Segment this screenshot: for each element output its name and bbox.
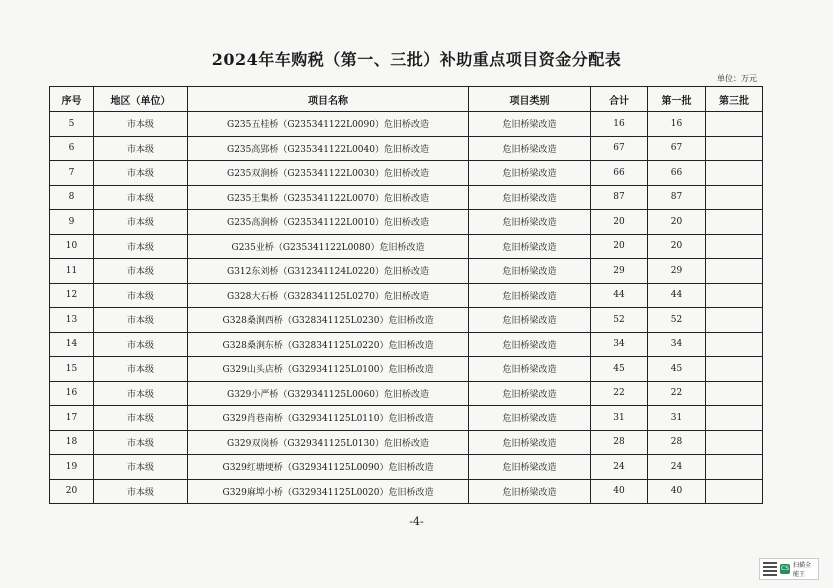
region-cell: 市本级	[94, 210, 188, 235]
batch-three-cell	[706, 381, 763, 406]
region-cell: 市本级	[94, 332, 188, 357]
total-cell: 34	[591, 332, 648, 357]
project-name-cell: G235高涧桥（G235341122L0010）危旧桥改造	[188, 210, 469, 235]
table-header-row	[50, 87, 763, 112]
region-cell: 市本级	[94, 283, 188, 308]
row-number-cell: 11	[50, 259, 94, 284]
row-number-cell: 9	[50, 210, 94, 235]
row-number-cell: 7	[50, 161, 94, 186]
batch-three-cell	[706, 283, 763, 308]
column-header: 项目名称	[188, 87, 469, 112]
batch-three-cell	[706, 234, 763, 259]
project-category-cell: 危旧桥梁改造	[469, 283, 591, 308]
project-name-cell: G235五桂桥（G235341122L0090）危旧桥改造	[188, 112, 469, 137]
batch-three-cell	[706, 479, 763, 504]
project-category-cell: 危旧桥梁改造	[469, 430, 591, 455]
project-category-cell: 危旧桥梁改造	[469, 161, 591, 186]
total-cell: 16	[591, 112, 648, 137]
batch-three-cell	[706, 112, 763, 137]
region-cell: 市本级	[94, 381, 188, 406]
batch-one-cell: 20	[648, 210, 706, 235]
column-header: 地区（单位）	[94, 87, 188, 112]
camscanner-logo-icon: CS	[781, 565, 789, 572]
table-row	[50, 210, 763, 235]
row-number-cell: 19	[50, 455, 94, 480]
total-cell: 66	[591, 161, 648, 186]
project-category-cell: 危旧桥梁改造	[469, 210, 591, 235]
batch-one-cell: 45	[648, 357, 706, 382]
row-number-cell: 14	[50, 332, 94, 357]
project-category-cell: 危旧桥梁改造	[469, 479, 591, 504]
project-name-cell: G329麻埠小桥（G329341125L0020）危旧桥改造	[188, 479, 469, 504]
batch-three-cell	[706, 136, 763, 161]
batch-one-cell: 29	[648, 259, 706, 284]
batch-one-cell: 52	[648, 308, 706, 333]
project-name-cell: G329肖巷南桥（G329341125L0110）危旧桥改造	[188, 406, 469, 431]
total-cell: 52	[591, 308, 648, 333]
batch-three-cell	[706, 406, 763, 431]
batch-one-cell: 20	[648, 234, 706, 259]
project-category-cell: 危旧桥梁改造	[469, 259, 591, 284]
batch-three-cell	[706, 259, 763, 284]
batch-one-cell: 31	[648, 406, 706, 431]
table-row	[50, 479, 763, 504]
total-cell: 22	[591, 381, 648, 406]
region-cell: 市本级	[94, 161, 188, 186]
project-name-cell: G328桑涧东桥（G328341125L0220）危旧桥改造	[188, 332, 469, 357]
project-category-cell: 危旧桥梁改造	[469, 381, 591, 406]
batch-three-cell	[706, 455, 763, 480]
project-name-cell: G328大石桥（G328341125L0270）危旧桥改造	[188, 283, 469, 308]
table-row	[50, 308, 763, 333]
region-cell: 市本级	[94, 357, 188, 382]
column-header: 序号	[50, 87, 94, 112]
region-cell: 市本级	[94, 259, 188, 284]
batch-three-cell	[706, 430, 763, 455]
batch-one-cell: 24	[648, 455, 706, 480]
table-row	[50, 406, 763, 431]
row-number-cell: 10	[50, 234, 94, 259]
project-name-cell: G312东刘桥（G312341124L0220）危旧桥改造	[188, 259, 469, 284]
project-name-cell: G329小严桥（G329341125L0060）危旧桥改造	[188, 381, 469, 406]
project-name-cell: G329红塘埂桥（G329341125L0090）危旧桥改造	[188, 455, 469, 480]
batch-three-cell	[706, 210, 763, 235]
row-number-cell: 17	[50, 406, 94, 431]
total-cell: 44	[591, 283, 648, 308]
batch-one-cell: 16	[648, 112, 706, 137]
region-cell: 市本级	[94, 308, 188, 333]
project-category-cell: 危旧桥梁改造	[469, 136, 591, 161]
batch-three-cell	[706, 308, 763, 333]
project-name-cell: G235高郢桥（G235341122L0040）危旧桥改造	[188, 136, 469, 161]
project-name-cell: G329山头店桥（G329341125L0100）危旧桥改造	[188, 357, 469, 382]
table-body	[50, 112, 763, 504]
batch-one-cell: 34	[648, 332, 706, 357]
project-name-cell: G235业桥（G235341122L0080）危旧桥改造	[188, 234, 469, 259]
region-cell: 市本级	[94, 455, 188, 480]
batch-one-cell: 22	[648, 381, 706, 406]
project-name-cell: G329双岗桥（G329341125L0130）危旧桥改造	[188, 430, 469, 455]
total-cell: 87	[591, 185, 648, 210]
table-row	[50, 234, 763, 259]
region-cell: 市本级	[94, 430, 188, 455]
row-number-cell: 18	[50, 430, 94, 455]
row-number-cell: 12	[50, 283, 94, 308]
region-cell: 市本级	[94, 406, 188, 431]
region-cell: 市本级	[94, 112, 188, 137]
total-cell: 40	[591, 479, 648, 504]
project-name-cell: G328桑涧西桥（G328341125L0230）危旧桥改造	[188, 308, 469, 333]
project-category-cell: 危旧桥梁改造	[469, 234, 591, 259]
row-number-cell: 5	[50, 112, 94, 137]
batch-one-cell: 87	[648, 185, 706, 210]
table-row	[50, 455, 763, 480]
document-title: 2024年车购税（第一、三批）补助重点项目资金分配表	[211, 50, 622, 69]
row-number-cell: 8	[50, 185, 94, 210]
page-number: -4-	[409, 515, 424, 528]
row-number-cell: 13	[50, 308, 94, 333]
batch-one-cell: 28	[648, 430, 706, 455]
project-name-cell: G235王集桥（G235341122L0070）危旧桥改造	[188, 185, 469, 210]
table-row	[50, 112, 763, 137]
total-cell: 28	[591, 430, 648, 455]
scanner-watermark	[759, 558, 819, 580]
region-cell: 市本级	[94, 234, 188, 259]
project-name-cell: G235双涧桥（G235341122L0030）危旧桥改造	[188, 161, 469, 186]
batch-three-cell	[706, 161, 763, 186]
batch-one-cell: 44	[648, 283, 706, 308]
batch-one-cell: 66	[648, 161, 706, 186]
project-category-cell: 危旧桥梁改造	[469, 406, 591, 431]
project-category-cell: 危旧桥梁改造	[469, 185, 591, 210]
total-cell: 29	[591, 259, 648, 284]
table-row	[50, 185, 763, 210]
batch-three-cell	[706, 332, 763, 357]
total-cell: 45	[591, 357, 648, 382]
batch-three-cell	[706, 357, 763, 382]
batch-one-cell: 67	[648, 136, 706, 161]
batch-one-cell: 40	[648, 479, 706, 504]
total-cell: 20	[591, 234, 648, 259]
project-category-cell: 危旧桥梁改造	[469, 308, 591, 333]
column-header: 第三批	[706, 87, 763, 112]
region-cell: 市本级	[94, 136, 188, 161]
total-cell: 67	[591, 136, 648, 161]
row-number-cell: 20	[50, 479, 94, 504]
table-row	[50, 136, 763, 161]
table-row	[50, 283, 763, 308]
project-category-cell: 危旧桥梁改造	[469, 357, 591, 382]
table-row	[50, 357, 763, 382]
column-header: 第一批	[648, 87, 706, 112]
table-row	[50, 259, 763, 284]
table-row	[50, 332, 763, 357]
row-number-cell: 6	[50, 136, 94, 161]
total-cell: 31	[591, 406, 648, 431]
qr-code-icon	[763, 562, 777, 576]
project-category-cell: 危旧桥梁改造	[469, 112, 591, 137]
table-row	[50, 430, 763, 455]
region-cell: 市本级	[94, 479, 188, 504]
row-number-cell: 15	[50, 357, 94, 382]
scanner-label: 扫描全能王	[793, 562, 812, 578]
column-header: 项目类别	[469, 87, 591, 112]
unit-label: 单位：万元	[717, 74, 757, 83]
total-cell: 24	[591, 455, 648, 480]
allocation-table	[49, 86, 763, 504]
column-header: 合计	[591, 87, 648, 112]
table-row	[50, 161, 763, 186]
row-number-cell: 16	[50, 381, 94, 406]
project-category-cell: 危旧桥梁改造	[469, 332, 591, 357]
total-cell: 20	[591, 210, 648, 235]
batch-three-cell	[706, 185, 763, 210]
table-row	[50, 381, 763, 406]
region-cell: 市本级	[94, 185, 188, 210]
project-category-cell: 危旧桥梁改造	[469, 455, 591, 480]
